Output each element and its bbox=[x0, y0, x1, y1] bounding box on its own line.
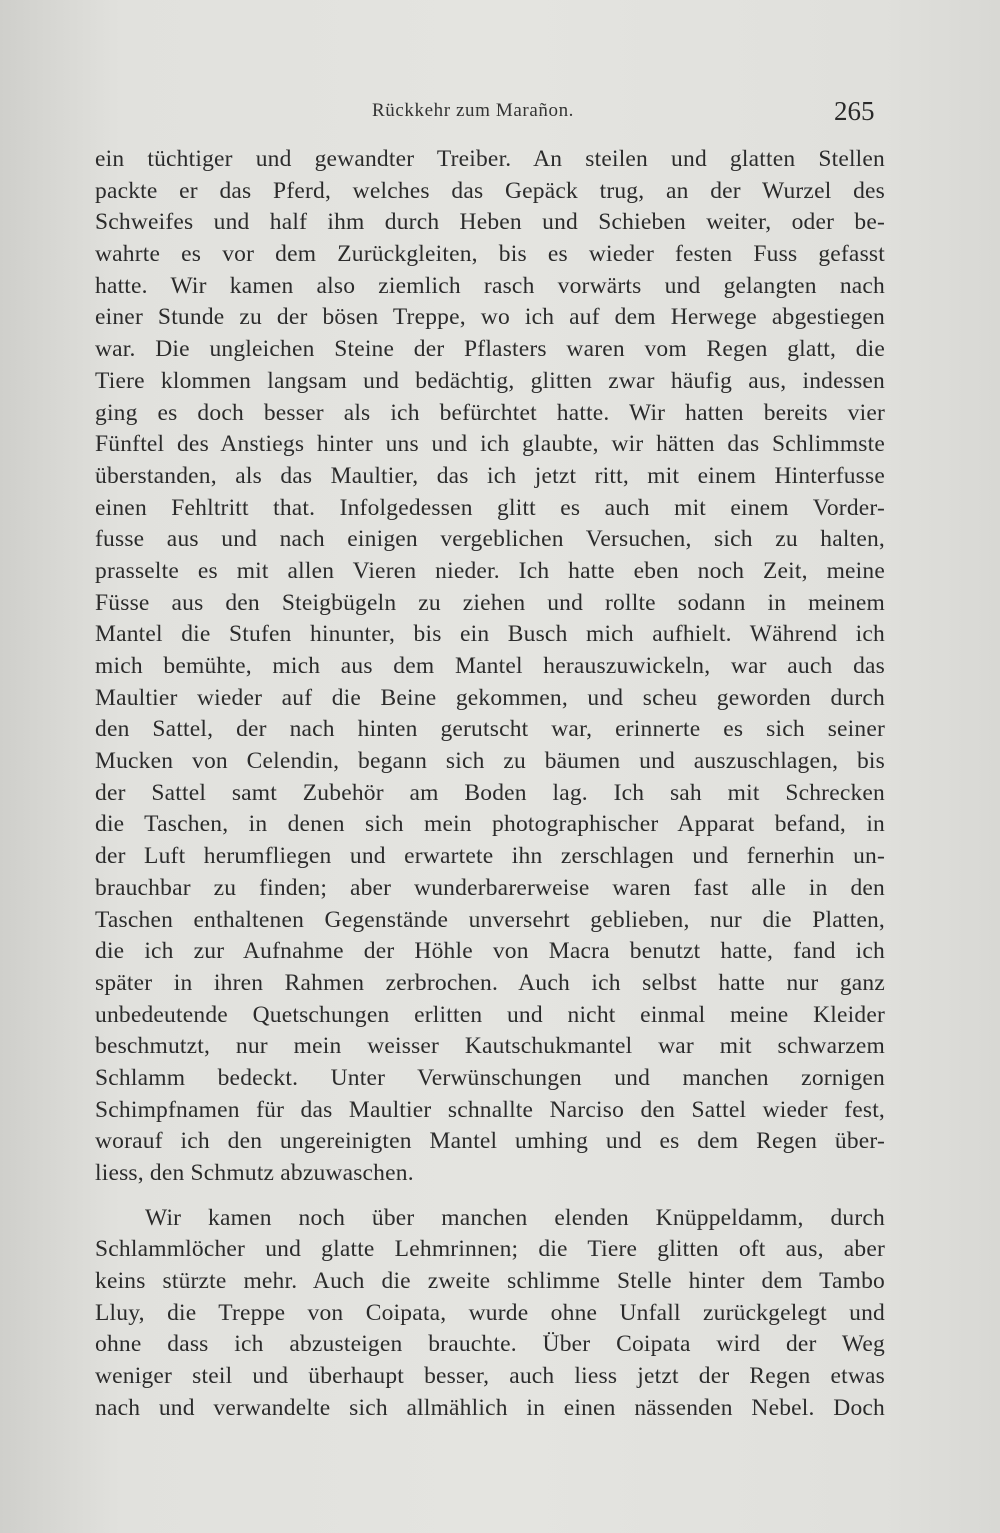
text-line: einen Fehltritt that. Infolgedessen glitt es auch mit einem Vorder- bbox=[95, 494, 885, 521]
text-line: der Sattel samt Zubehör am Boden lag. Ich sah mit Schrecken bbox=[95, 779, 885, 806]
text-line: die ich zur Aufnahme der Höhle von Macra benutzt hatte, fand ich bbox=[95, 938, 885, 965]
text-line: nach und verwandelte sich allmählich in einen nässenden Nebel. Doch bbox=[95, 1394, 885, 1421]
text-line: Maultier wieder auf die Beine gekommen, und scheu geworden durch bbox=[95, 684, 885, 711]
text-line: fusse aus und nach einigen vergeblichen Versuchen, sich zu halten, bbox=[95, 526, 885, 553]
text-line: worauf ich den ungereinigten Mantel umhing und es dem Regen über- bbox=[95, 1128, 885, 1155]
text-line: unbedeutende Quetschungen erlitten und nicht einmal meine Kleider bbox=[95, 1001, 885, 1028]
text-line: Fünftel des Anstiegs hinter uns und ich glaubte, wir hätten das Schlimmste bbox=[95, 431, 885, 458]
text-line: ohne dass ich abzusteigen brauchte. Über Coipata wird der Weg bbox=[95, 1331, 885, 1358]
text-line: beschmutzt, nur mein weisser Kautschukmantel war mit schwarzem bbox=[95, 1033, 885, 1060]
text-line: liess, den Schmutz abzuwaschen. bbox=[95, 1160, 414, 1186]
text-line: war. Die ungleichen Steine der Pflasters waren vom Regen glatt, die bbox=[95, 336, 885, 363]
text-line: prasselte es mit allen Vieren nieder. Ich hatte eben noch Zeit, meine bbox=[95, 557, 885, 584]
text-line: die Taschen, in denen sich mein photographischer Apparat befand, in bbox=[95, 811, 885, 838]
text-line: einer Stunde zu der bösen Treppe, wo ich auf dem Herwege abgestiegen bbox=[95, 304, 885, 331]
text-line: Schlamm bedeckt. Unter Verwünschungen und manchen zornigen bbox=[95, 1064, 885, 1091]
text-line: wahrte es vor dem Zurückgleiten, bis es wieder festen Fuss gefasst bbox=[95, 241, 885, 268]
text-line: hatte. Wir kamen also ziemlich rasch vorwärts und gelangten nach bbox=[95, 272, 885, 299]
text-line: Schweifes und half ihm durch Heben und Schieben weiter, oder be- bbox=[95, 209, 885, 236]
text-line: Schlammlöcher und glatte Lehmrinnen; die Tiere glitten oft aus, aber bbox=[95, 1236, 885, 1263]
running-title: Rückkehr zum Marañon. bbox=[372, 100, 575, 121]
text-line: den Sattel, der nach hinten gerutscht war, erinnerte es sich seiner bbox=[95, 716, 885, 743]
text-line: packte er das Pferd, welches das Gepäck trug, an der Wurzel des bbox=[95, 177, 885, 204]
text-line: überstanden, als das Maultier, das ich jetzt ritt, mit einem Hinterfusse bbox=[95, 462, 885, 489]
text-line: Mucken von Celendin, begann sich zu bäumen und auszuschlagen, bis bbox=[95, 748, 885, 775]
text-line: ein tüchtiger und gewandter Treiber. An steilen und glatten Stellen bbox=[95, 146, 885, 172]
text-line: Mantel die Stufen hinunter, bis ein Busch mich aufhielt. Während ich bbox=[95, 621, 885, 648]
page-header bbox=[0, 98, 1000, 138]
text-line: brauchbar zu finden; aber wunderbarerweise waren fast alle in den bbox=[95, 874, 885, 901]
text-line: Schimpfnamen für das Maultier schnallte Narciso den Sattel wieder fest, bbox=[95, 1096, 885, 1123]
body-text bbox=[95, 144, 885, 1425]
text-line: später in ihren Rahmen zerbrochen. Auch ich selbst hatte nur ganz bbox=[95, 969, 885, 996]
text-line: weniger steil und überhaupt besser, auch liess jetzt der Regen etwas bbox=[95, 1363, 885, 1390]
text-line: Wir kamen noch über manchen elenden Knüppeldamm, durch bbox=[145, 1204, 885, 1231]
text-line: keins stürzte mehr. Auch die zweite schlimme Stelle hinter dem Tambo bbox=[95, 1268, 885, 1295]
page-number: 265 bbox=[834, 96, 875, 126]
text-line: der Luft herumfliegen und erwartete ihn zerschlagen und fernerhin un- bbox=[95, 843, 885, 870]
text-line: Füsse aus den Steigbügeln zu ziehen und rollte sodann in meinem bbox=[95, 589, 885, 616]
text-line: Taschen enthaltenen Gegenstände unversehrt geblieben, nur die Platten, bbox=[95, 906, 885, 933]
text-line: Tiere klommen langsam und bedächtig, glitten zwar häufig aus, indessen bbox=[95, 367, 885, 394]
text-line: Lluy, die Treppe von Coipata, wurde ohne Unfall zurückgelegt und bbox=[95, 1299, 885, 1326]
text-line: ging es doch besser als ich befürchtet hatte. Wir hatten bereits vier bbox=[95, 399, 885, 426]
text-line: mich bemühte, mich aus dem Mantel herauszuwickeln, war auch das bbox=[95, 653, 885, 679]
